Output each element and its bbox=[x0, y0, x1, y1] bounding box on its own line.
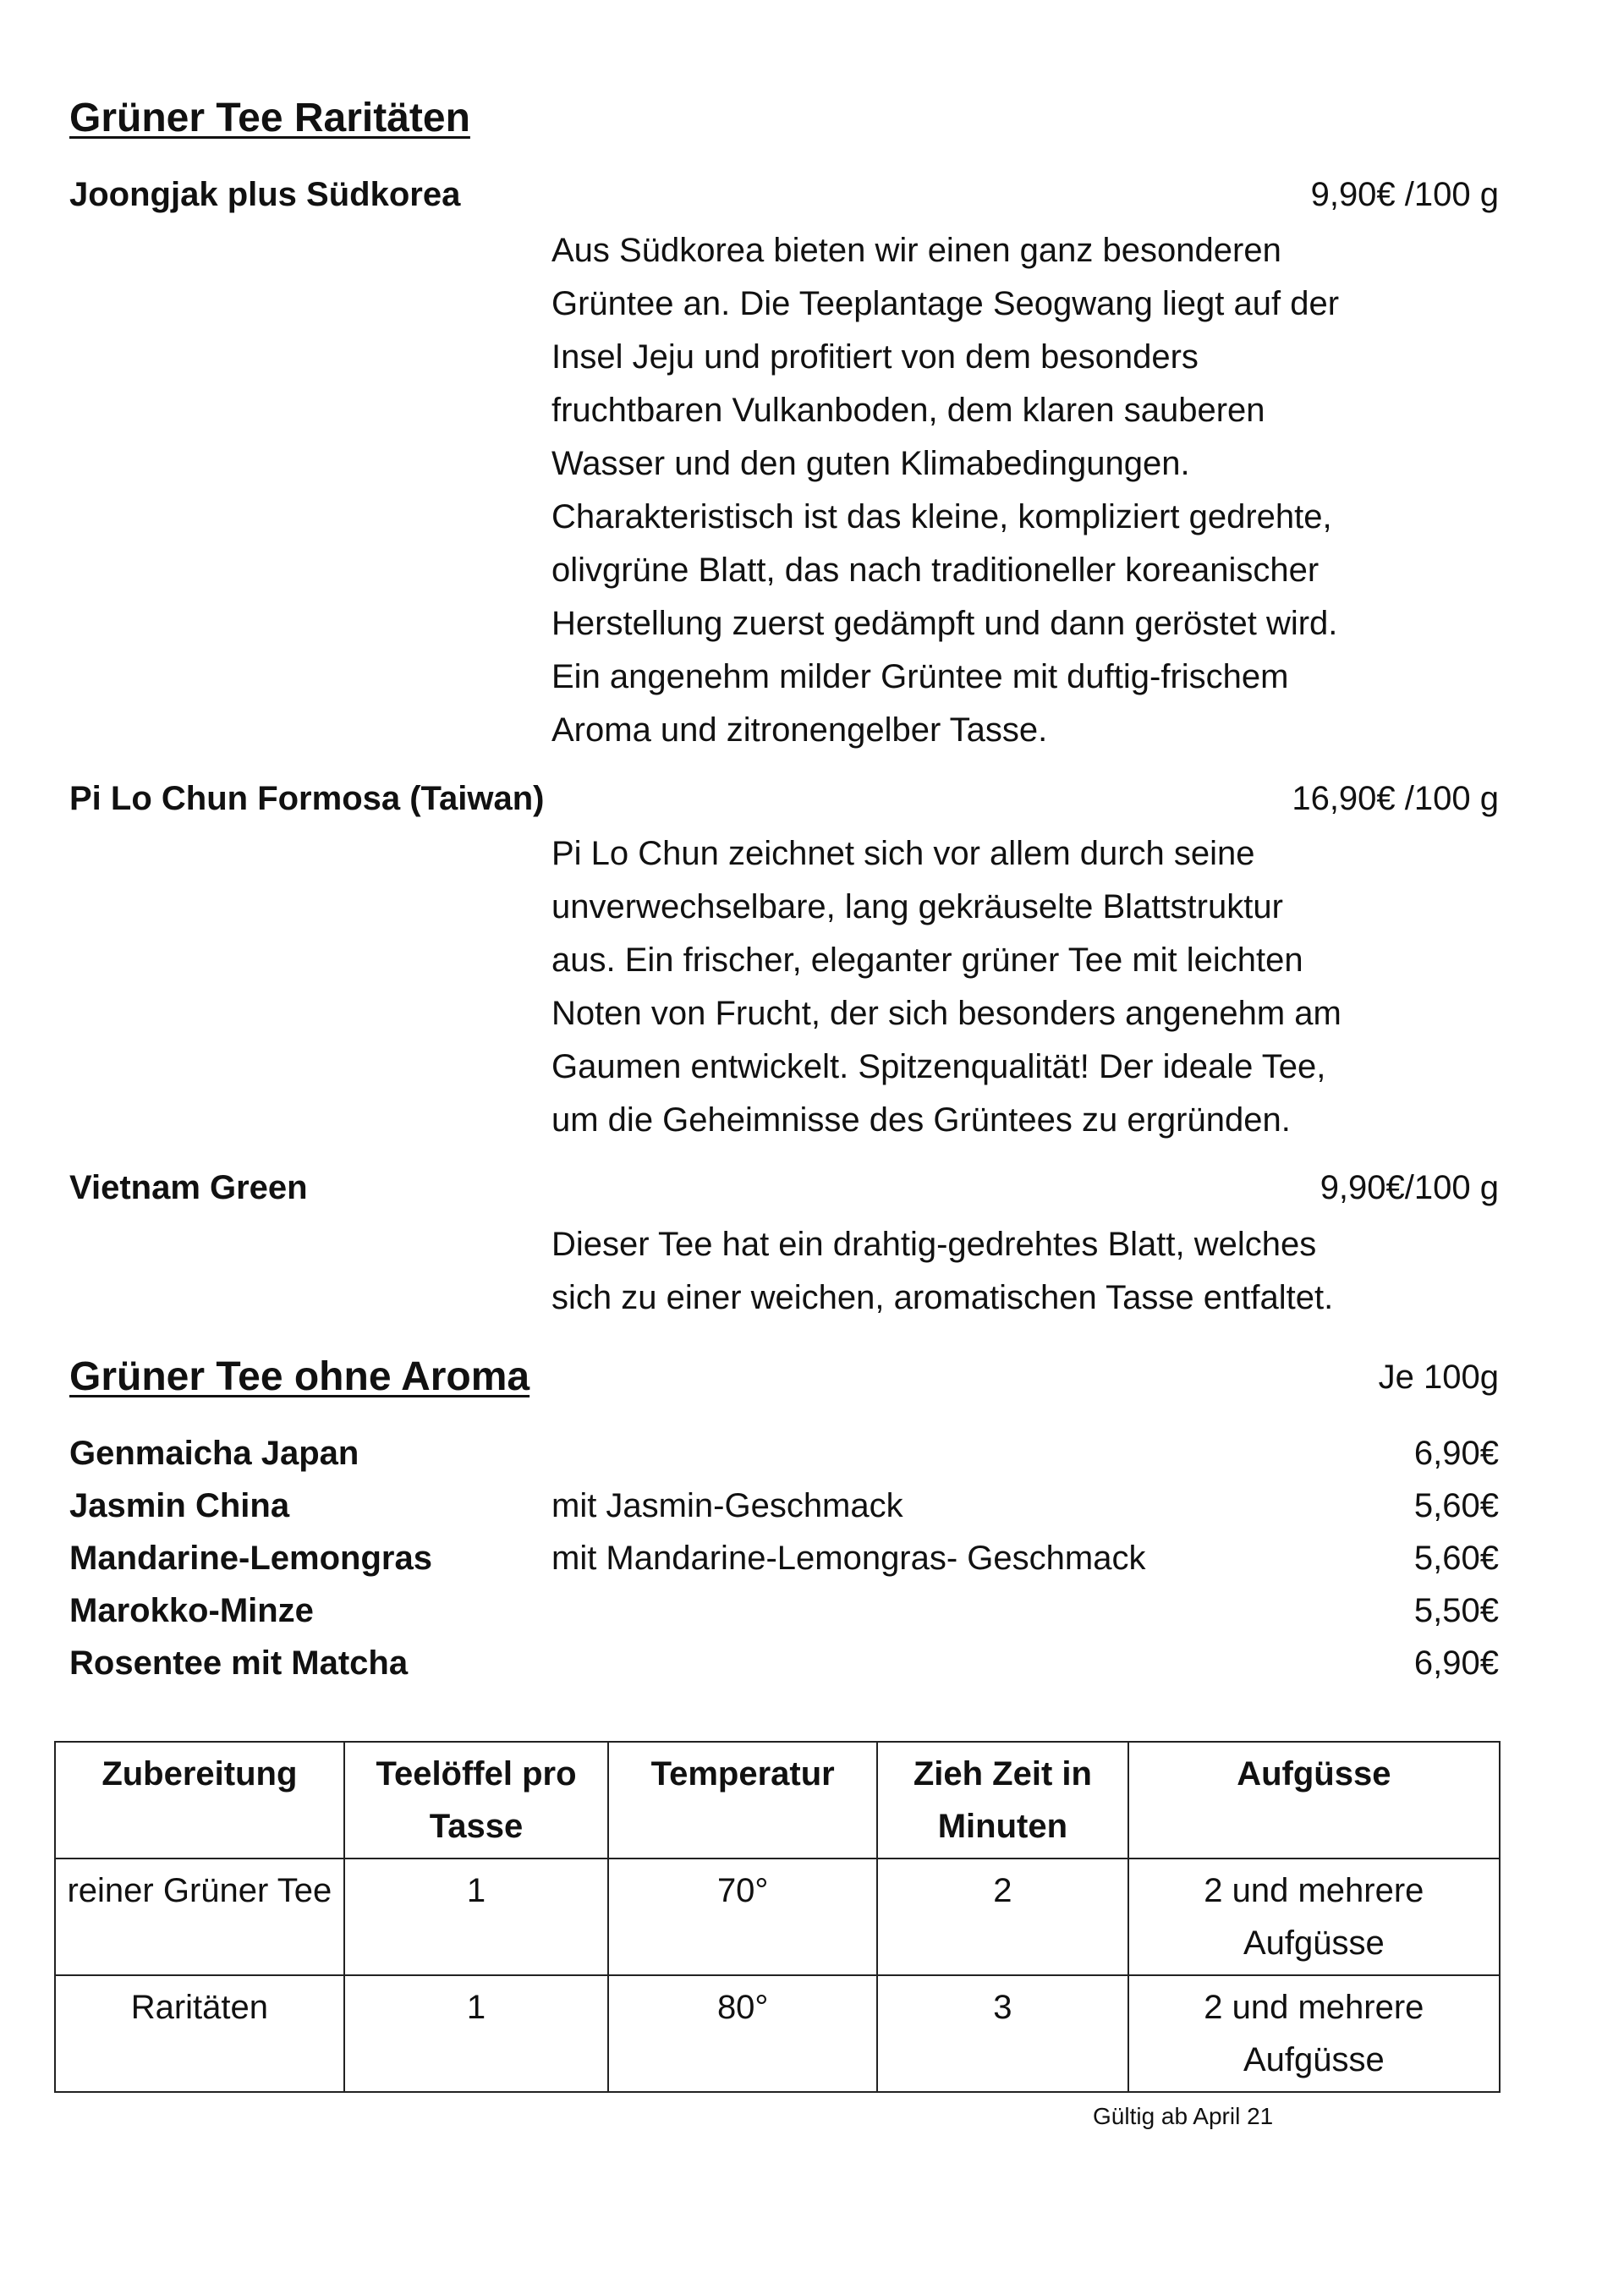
tea-price: 5,60€ bbox=[1413, 1540, 1499, 1577]
list-item bbox=[69, 1540, 1499, 1592]
product-description-joongjak: Aus Südkorea bieten wir einen ganz besonderen Grüntee an. Die Teeplantage Seogwang liegt auf der Insel Jeju und profitiert von dem besonders fruchtbaren Vulkanboden, dem klaren sauberen Wasser und den guten Klimabedingungen. Charakteristisch ist das kleine, kompliziert gedrehte, olivgrüne Blatt, das nach traditioneller koreanischer Herstellung zuerst gedämpft und dann geröstet wird. Ein angenehm milder Grüntee mit duftig-frischem Aroma und zitronengelber Tasse. bbox=[551, 232, 1340, 749]
product-price-joongjak: 9,90€ /100 g bbox=[1310, 176, 1499, 213]
tea-price: 6,90€ bbox=[1413, 1435, 1499, 1472]
table-cell: 3 bbox=[877, 1975, 1128, 2092]
tea-name: Marokko-Minze bbox=[69, 1592, 314, 1629]
table-cell: 1 bbox=[344, 1975, 609, 2092]
table-cell: 2 und mehrere Aufgüsse bbox=[1128, 1859, 1500, 1975]
tea-name: Jasmin China bbox=[69, 1487, 290, 1524]
section-title-ohne-aroma: Grüner Tee ohne Aroma bbox=[69, 1354, 530, 1399]
validity-footer: Gültig ab April 21 bbox=[1093, 2103, 1274, 2129]
product-name-joongjak: Joongjak plus Südkorea bbox=[69, 176, 461, 213]
list-item bbox=[69, 1644, 1499, 1697]
product-name-pi-lo-chun: Pi Lo Chun Formosa (Taiwan) bbox=[69, 780, 545, 817]
table-header: Zieh Zeit in Minuten bbox=[877, 1742, 1128, 1859]
table-cell: 70° bbox=[608, 1859, 877, 1975]
list-item bbox=[69, 1592, 1499, 1644]
tea-price: 5,50€ bbox=[1413, 1592, 1499, 1629]
unit-label: Je 100g bbox=[1378, 1359, 1499, 1396]
tea-flavor: mit Mandarine-Lemongras- Geschmack bbox=[551, 1540, 1146, 1577]
preparation-table bbox=[54, 1741, 1501, 2093]
product-name-vietnam-green: Vietnam Green bbox=[69, 1169, 308, 1206]
table-cell: 80° bbox=[608, 1975, 877, 2092]
product-description-vietnam-green: Dieser Tee hat ein drahtig-gedrehtes Blatt, welches sich zu einer weichen, aromatischen Tasse entfaltet. bbox=[551, 1226, 1334, 1316]
table-cell: 2 bbox=[877, 1859, 1128, 1975]
tea-name: Rosentee mit Matcha bbox=[69, 1644, 409, 1682]
tea-name: Mandarine-Lemongras bbox=[69, 1540, 432, 1577]
list-item bbox=[69, 1487, 1499, 1540]
product-price-vietnam-green: 9,90€/100 g bbox=[1320, 1169, 1499, 1206]
tea-price: 5,60€ bbox=[1413, 1487, 1499, 1524]
tea-price: 6,90€ bbox=[1413, 1644, 1499, 1682]
tea-flavor: mit Jasmin-Geschmack bbox=[551, 1487, 903, 1524]
table-cell: Raritäten bbox=[55, 1975, 344, 2092]
table-header: Zubereitung bbox=[55, 1742, 344, 1859]
tea-name: Genmaicha Japan bbox=[69, 1435, 359, 1472]
table-header: Aufgüsse bbox=[1128, 1742, 1500, 1859]
table-cell: reiner Grüner Tee bbox=[55, 1859, 344, 1975]
table-header: Teelöffel pro Tasse bbox=[344, 1742, 609, 1859]
table-header-row bbox=[55, 1742, 1500, 1859]
product-price-pi-lo-chun: 16,90€ /100 g bbox=[1292, 780, 1499, 817]
table-cell: 2 und mehrere Aufgüsse bbox=[1128, 1975, 1500, 2092]
table-header: Temperatur bbox=[608, 1742, 877, 1859]
list-item bbox=[69, 1435, 1499, 1487]
product-description-pi-lo-chun: Pi Lo Chun zeichnet sich vor allem durch seine unverwechselbare, lang gekräuselte Blattstruktur aus. Ein frischer, eleganter grüner Tee mit leichten Noten von Frucht, der sich besonders angenehm am Gaumen entwickelt. Spitzenqualität! Der ideale Tee, um die Geheimnisse des Grüntees zu ergründen. bbox=[551, 835, 1341, 1139]
section-title-raritaeten: Grüner Tee Raritäten bbox=[69, 96, 470, 140]
table-row bbox=[55, 1975, 1500, 2092]
table-row bbox=[55, 1859, 1500, 1975]
table-cell: 1 bbox=[344, 1859, 609, 1975]
